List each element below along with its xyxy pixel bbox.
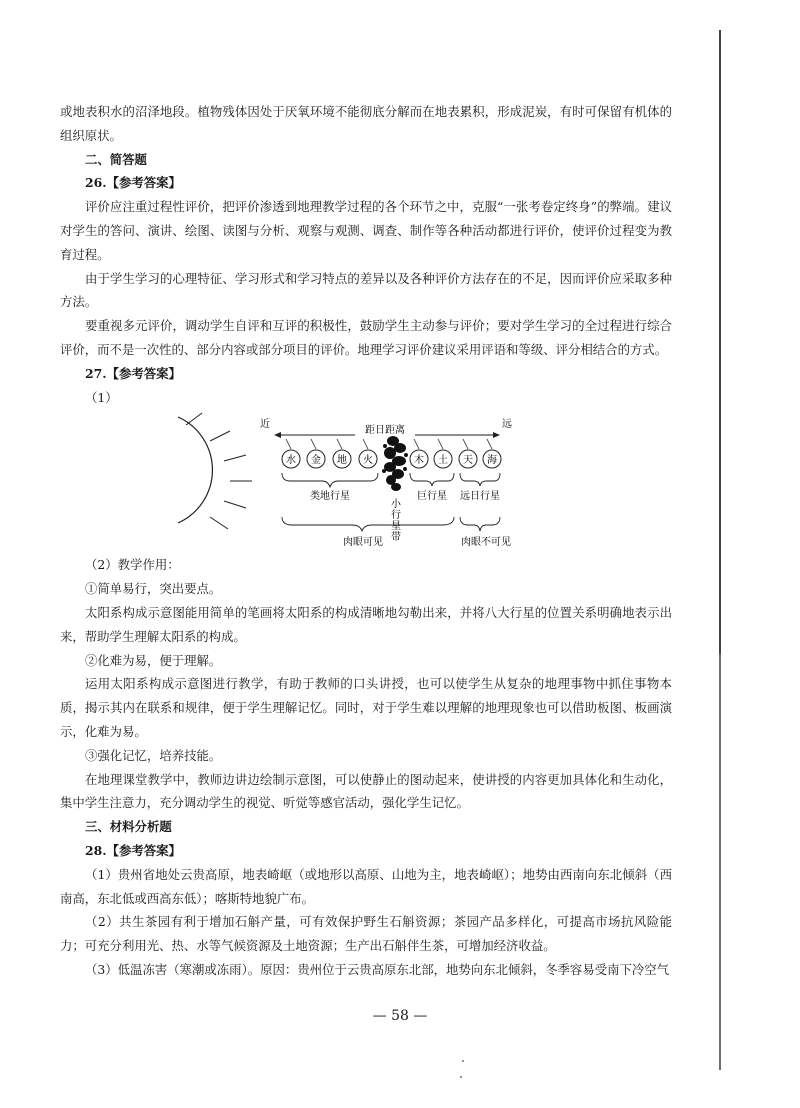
planet-earth-label: 地	[337, 455, 347, 467]
distant-brace	[460, 473, 500, 486]
svg-text:带: 带	[391, 532, 401, 544]
svg-text:小: 小	[391, 499, 401, 511]
planet-uranus-label: 天	[463, 455, 473, 467]
visible-label: 肉眼可见	[343, 537, 383, 549]
planet-venus-label: 金	[311, 455, 321, 467]
planet-uranus	[459, 439, 477, 468]
q26-paragraph-3: 要重视多元评价，调动学生自评和互评的积极性，鼓励学生主动参与评价；要对学生学习的全过程进行综合评价，而不是一次性的、部分内容或部分项目的评价。地理学习评价建议采用评语和等级、评分相结合的方式。	[60, 318, 672, 357]
q27-point-3-text: 在地理课堂教学中，教师边讲边绘制示意图，可以使静止的图动起来，使讲授的内容更加具体化和生动化，集中学生注意力，充分调动学生的视觉、听觉等感官活动，强化学生记忆。	[60, 771, 672, 811]
planet-mercury-label: 水	[286, 455, 296, 467]
planet-saturn	[434, 439, 452, 468]
svg-text:星: 星	[391, 521, 401, 533]
planet-neptune	[483, 439, 501, 468]
q28-answer-2: （2）共生茶园有利于增加石斛产量，可有效保护野生石斛资源；茶园产品多样化，可提高市场抗风险能力；可充分利用光、热、水等气候资源及土地资源；生产出石斛伴生茶，可增加经济收益。	[60, 914, 672, 954]
page-number: — 58 —	[372, 1008, 428, 1024]
q28-answer-3: （3）低温冻害（寒潮或冻雨）。原因：贵州位于云贵高原东北部，地势向东北倾斜，冬季容易受南下冷空气	[85, 961, 670, 977]
answer-page	[60, 100, 672, 982]
scan-speck	[462, 1060, 464, 1062]
q27-point-1: ①简单易行，突出要点。	[85, 581, 222, 597]
invisible-brace	[460, 517, 500, 531]
solar-system-svg	[60, 411, 672, 553]
solar-system-diagram	[60, 411, 672, 553]
sun-rays	[186, 413, 252, 529]
visible-brace	[282, 517, 454, 531]
svg-text:行: 行	[391, 510, 401, 522]
q28-heading: 28.【参考答案】	[85, 842, 181, 858]
asteroid-belt-label	[391, 497, 402, 543]
q27-point-1-text: 太阳系构成示意图能用简单的笔画将太阳系的构成清晰地勾勒出来，并将八大行星的位置关系明确地表示出来，帮助学生理解太阳系的构成。	[60, 604, 672, 644]
intro-paragraph: 或地表积水的沼泽地段。植物残体因处于厌氧环境不能彻底分解而在地表累积，形成泥炭，有时可保留有机体的组织原状。	[60, 104, 672, 143]
planet-jupiter	[410, 439, 428, 468]
planet-mercury	[282, 439, 300, 468]
axis-arrow-left	[274, 432, 281, 438]
q27-heading: 27.【参考答案】	[85, 365, 181, 381]
terrestrial-brace	[282, 473, 378, 487]
q27-point-2-text: 运用太阳系构成示意图进行教学，有助于教师的口头讲授，也可以使学生从复杂的地理事物中抓住事物本质，揭示其内在联系和规律，便于学生理解记忆。同时，对于学生难以理解的地理现象也可以借助板图、板画演示，化难为易。	[60, 676, 672, 739]
giant-brace	[410, 473, 454, 486]
q26-paragraph-1: 评价应注重过程性评价，把评价渗透到地理教学过程的各个环节之中，克服“一张考卷定终身”的弊端。建议对学生的答问、演讲、绘图、读图与分析、观察与观测、调查、制作等各种活动都进行评价，使评价过程变为教育过程。	[60, 199, 672, 262]
planet-neptune-label: 海	[487, 455, 497, 467]
section-heading-short-answer: 二、简答题	[85, 151, 147, 167]
planet-saturn-label: 土	[438, 455, 448, 467]
sun-arc	[178, 417, 212, 523]
near-label: 近	[260, 419, 270, 431]
scan-speck	[460, 1076, 462, 1078]
distant-label: 远日行星	[460, 491, 500, 503]
far-label: 远	[502, 419, 512, 431]
q26-heading: 26.【参考答案】	[85, 175, 181, 191]
giant-label: 巨行星	[417, 491, 447, 503]
planet-mars	[359, 439, 377, 468]
planet-earth	[333, 439, 351, 468]
invisible-label: 肉眼不可见	[461, 537, 511, 549]
planet-venus	[307, 439, 325, 468]
axis-arrow-right	[493, 432, 500, 438]
q27-point-3: ③强化记忆，培养技能。	[85, 747, 222, 763]
q28-answer-1: （1）贵州省地处云贵高原，地表崎岖（或地形以高原、山地为主，地表崎岖）；地势由西南向东北倾斜（西南高，东北低或西高东低）；喀斯特地貌广布。	[60, 866, 672, 906]
q26-paragraph-2: 由于学生学习的心理特征、学习形式和学习特点的差异以及各种评价方法存在的不足，因而评价应采取多种方法。	[60, 270, 672, 310]
q27-part2-label: （2）教学作用：	[85, 557, 180, 573]
section-heading-material-analysis: 三、材料分析题	[85, 819, 172, 835]
planet-mars-label: 火	[363, 455, 373, 467]
terrestrial-label: 类地行星	[310, 491, 350, 503]
q27-point-2: ②化难为易，便于理解。	[85, 652, 222, 668]
scan-edge-line	[719, 30, 721, 1070]
distance-label: 距日距离	[365, 425, 405, 437]
q27-part1-label: （1）	[85, 389, 118, 405]
planet-jupiter-label: 木	[414, 455, 424, 467]
asteroid-belt	[382, 436, 408, 491]
